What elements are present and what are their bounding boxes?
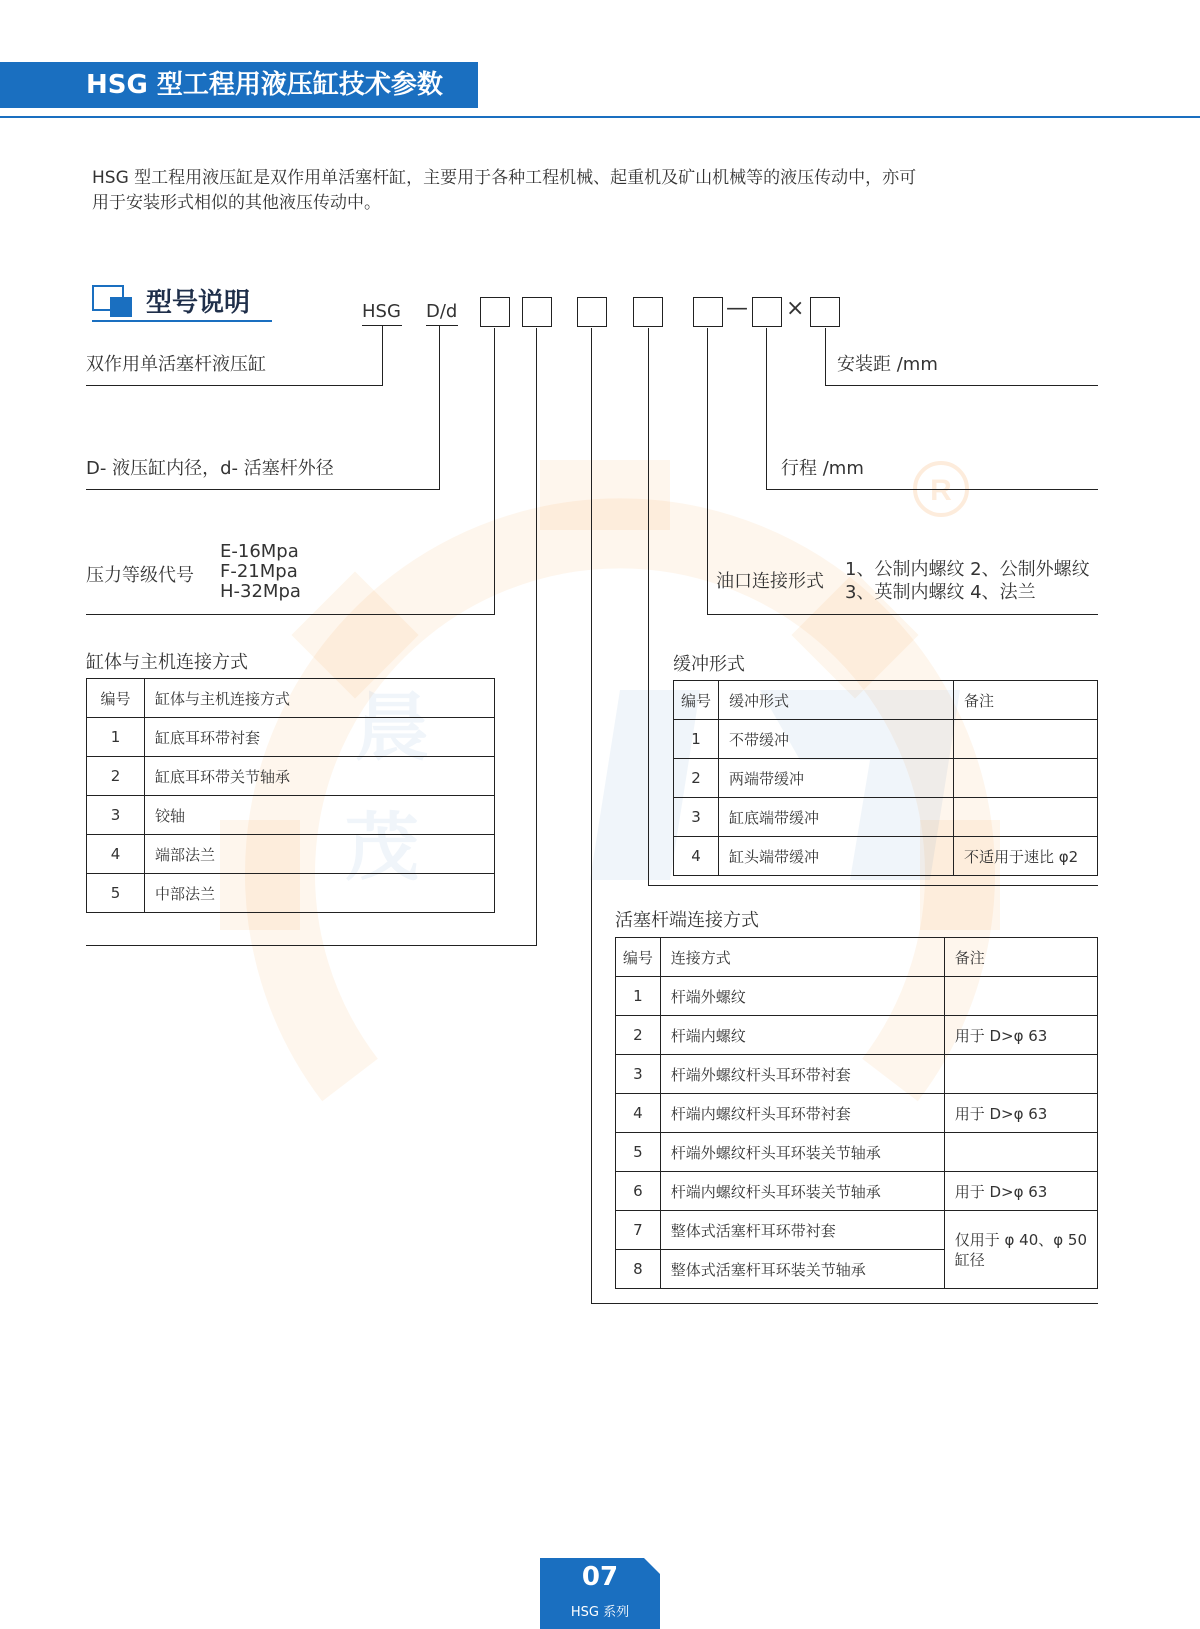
svg-text:R: R [930, 474, 952, 507]
cell-number: 4 [616, 1094, 661, 1133]
code-box-mount-distance [810, 297, 840, 327]
table-row [616, 1016, 1098, 1055]
cell-text: 端部法兰 [145, 835, 495, 874]
table-row [616, 1055, 1098, 1094]
cell-number: 1 [87, 718, 145, 757]
table-header-row [616, 938, 1098, 977]
column-header: 连接方式 [660, 938, 944, 977]
cell-number: 2 [87, 757, 145, 796]
note-line-1: 仅用于 φ 40、φ 50 [954, 1230, 1087, 1249]
pressure-e: E-16Mpa [220, 541, 299, 562]
header-rule [0, 116, 1200, 118]
code-dash: — [726, 296, 748, 321]
cushion-table [673, 680, 1098, 876]
table-row [674, 720, 1098, 759]
cell-text: 整体式活塞杆耳环带衬套 [660, 1211, 944, 1250]
cell-text: 不带缓冲 [719, 720, 954, 759]
label-mount-distance: 安装距 /mm [837, 354, 938, 375]
cell-number: 3 [674, 798, 719, 837]
section-title: 型号说明 [146, 288, 251, 318]
cell-number: 5 [616, 1133, 661, 1172]
table-row [616, 1133, 1098, 1172]
cell-note [944, 977, 1097, 1016]
cell-text: 缸底耳环带衬套 [145, 718, 495, 757]
cell-text: 杆端内螺纹 [660, 1016, 944, 1055]
cell-text: 两端带缓冲 [719, 759, 954, 798]
pressure-h: H-32Mpa [220, 581, 301, 602]
oil-port-options-2: 3、英制内螺纹 4、法兰 [845, 582, 1036, 603]
intro-line-1: HSG 型工程用液压缸是双作用单活塞杆缸，主要用于各种工程机械、起重机及矿山机械等的液压传动中，亦可 [92, 168, 917, 188]
column-header: 编号 [674, 681, 719, 720]
cell-text: 杆端外螺纹 [660, 977, 944, 1016]
series-label: HSG 系列 [570, 1605, 630, 1620]
section-icon [92, 285, 134, 319]
cell-number: 4 [87, 835, 145, 874]
cell-note [954, 759, 1098, 798]
cell-text: 整体式活塞杆耳环装关节轴承 [660, 1250, 944, 1289]
cushion-title: 缓冲形式 [673, 654, 745, 675]
section-underline [92, 320, 272, 322]
cell-text: 杆端外螺纹杆头耳环带衬套 [660, 1055, 944, 1094]
code-box-cushion [633, 297, 663, 327]
cell-text: 杆端外螺纹杆头耳环装关节轴承 [660, 1133, 944, 1172]
cell-number: 5 [87, 874, 145, 913]
column-header: 备注 [954, 681, 1098, 720]
cell-note [954, 798, 1098, 837]
table-row [674, 798, 1098, 837]
intro-line-2: 用于安装形式相似的其他液压传动中。 [92, 193, 381, 213]
table-row [87, 796, 495, 835]
watermark-char-2: 茂 [345, 805, 419, 891]
code-dd: D/d [426, 301, 458, 322]
cell-number: 3 [616, 1055, 661, 1094]
cell-note: 用于 D>φ 63 [944, 1094, 1097, 1133]
code-box-stroke [752, 297, 782, 327]
cell-number: 3 [87, 796, 145, 835]
table-row [87, 874, 495, 913]
column-header: 编号 [616, 938, 661, 977]
page-title: HSG 型工程用液压缸技术参数 [86, 70, 443, 100]
code-box-pressure [480, 297, 510, 327]
watermark-char-1: 晨 [355, 685, 429, 771]
table-row [616, 977, 1098, 1016]
rod-end-table [615, 937, 1098, 1289]
footer-page-tab [540, 1558, 660, 1629]
cell-number: 2 [674, 759, 719, 798]
cell-note [944, 1055, 1097, 1094]
table-row [616, 1211, 1098, 1250]
table-row [87, 718, 495, 757]
oil-port-options-1: 1、公制内螺纹 2、公制外螺纹 [845, 559, 1090, 580]
cell-note: 用于 D>φ 63 [944, 1016, 1097, 1055]
column-header: 缓冲形式 [719, 681, 954, 720]
label-diameters: D- 液压缸内径，d- 活塞杆外径 [86, 458, 334, 479]
intro-paragraph [92, 166, 1092, 216]
cell-number: 6 [616, 1172, 661, 1211]
cell-number: 1 [674, 720, 719, 759]
table-row [674, 759, 1098, 798]
cell-note: 不适用于速比 φ2 [954, 837, 1098, 876]
label-cylinder-type: 双作用单活塞杆液压缸 [86, 354, 266, 375]
body-mount-title: 缸体与主机连接方式 [86, 652, 248, 673]
cell-note: 用于 D>φ 63 [944, 1172, 1097, 1211]
cell-text: 缸头端带缓冲 [719, 837, 954, 876]
code-box-rod-end [577, 297, 607, 327]
cell-number: 4 [674, 837, 719, 876]
cell-text: 铰轴 [145, 796, 495, 835]
pressure-f: F-21Mpa [220, 561, 298, 582]
code-box-body-mount [522, 297, 552, 327]
cell-note-merged [944, 1211, 1097, 1289]
label-pressure: 压力等级代号 [86, 565, 194, 586]
rod-end-title: 活塞杆端连接方式 [615, 910, 759, 931]
table-row [87, 757, 495, 796]
table-header-row [674, 681, 1098, 720]
cell-number: 2 [616, 1016, 661, 1055]
column-header: 缸体与主机连接方式 [145, 679, 495, 718]
cell-text: 缸底耳环带关节轴承 [145, 757, 495, 796]
table-header-row [87, 679, 495, 718]
column-header: 编号 [87, 679, 145, 718]
cell-note [954, 720, 1098, 759]
cell-text: 杆端内螺纹杆头耳环装关节轴承 [660, 1172, 944, 1211]
code-times: × [786, 296, 805, 321]
cell-text: 缸底端带缓冲 [719, 798, 954, 837]
cell-text: 杆端内螺纹杆头耳环带衬套 [660, 1094, 944, 1133]
cell-number: 8 [616, 1250, 661, 1289]
body-mount-table [86, 678, 495, 913]
cell-number: 1 [616, 977, 661, 1016]
table-row [616, 1094, 1098, 1133]
code-hsg: HSG [362, 301, 401, 322]
cell-text: 中部法兰 [145, 874, 495, 913]
note-line-2: 缸径 [954, 1250, 985, 1269]
label-oil-port: 油口连接形式 [716, 571, 824, 592]
cell-number: 7 [616, 1211, 661, 1250]
table-row [674, 837, 1098, 876]
label-stroke: 行程 /mm [781, 458, 864, 479]
column-header: 备注 [944, 938, 1097, 977]
table-row [616, 1172, 1098, 1211]
page-number: 07 [581, 1562, 619, 1592]
table-row [87, 835, 495, 874]
cell-note [944, 1133, 1097, 1172]
code-box-oil-port [693, 297, 723, 327]
